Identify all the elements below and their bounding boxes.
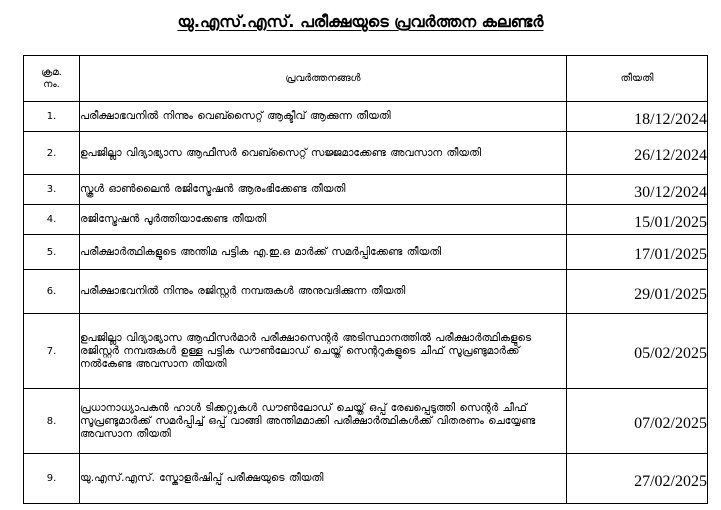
table-row xyxy=(24,270,708,314)
row-number: 7. xyxy=(24,314,80,389)
row-number: 1. xyxy=(24,102,80,132)
table-row xyxy=(24,389,708,454)
row-activity: ഉപജില്ലാ വിദ്യാഭ്യാസ ആഫീസർമാർ പരീക്ഷാസെന്റർ അടിസ്ഥാനത്തിൽ പരീക്ഷാർത്ഥികളുടെ രജിസ്റ്റർ നമ്പരുകൾ ഉള്ള പട്ടിക ഡൗൺലോഡ് ചെയ്ത് സെന്ററുകളുടെ ചീഫ് സൂപ്രണ്ടുമാർക്ക് നൽകേണ്ട അവസാന തീയതി xyxy=(80,314,567,389)
row-date xyxy=(567,205,708,235)
table-row xyxy=(24,175,708,205)
row-date-text: 17/01/2025 xyxy=(634,246,707,263)
row-date xyxy=(567,314,708,389)
row-number: 2. xyxy=(24,132,80,175)
row-date xyxy=(567,454,708,504)
calendar-table xyxy=(23,55,708,504)
row-activity: പരീക്ഷാഭവനിൽ നിന്നും രജിസ്റ്റർ നമ്പരുകൾ അനുവദിക്കുന്ന തീയതി xyxy=(80,270,567,314)
row-date xyxy=(567,102,708,132)
page-title-text: യു.എസ്.എസ്. പരീക്ഷയുടെ പ്രവർത്തന കലണ്ടർ xyxy=(177,12,544,31)
row-number: 3. xyxy=(24,175,80,205)
row-date-text: 26/12/2024 xyxy=(634,147,707,164)
row-number: 5. xyxy=(24,235,80,270)
row-number: 4. xyxy=(24,205,80,235)
row-date xyxy=(567,389,708,454)
row-activity: പ്രധാനാധ്യാപകൻ ഹാൾ ടിക്കറ്റുകൾ ഡൗൺലോഡ് ചെയ്ത് ഒപ്പ് രേഖപ്പെടുത്തി സെന്റർ ചീഫ് സൂപ്രണ്ടുമാർക്ക് സമർപ്പിച്ച് ഒപ്പ് വാങ്ങി അന്തിമമാക്കി പരീക്ഷാർത്ഥികൾക്ക് വിതരണം ചെയ്യേണ്ട അവസാന തീയതി xyxy=(80,389,567,454)
table-row xyxy=(24,205,708,235)
row-activity: ഉപജില്ലാ വിദ്യാഭ്യാസ ആഫീസർ വെബ്സൈറ്റ് സജ്ജമാക്കേണ്ട അവസാന തീയതി xyxy=(80,132,567,175)
page-title xyxy=(0,10,721,34)
row-activity: പരീക്ഷാർത്ഥികളുടെ അന്തിമ പട്ടിക എ.ഇ.ഒ മാർക്ക് സമർപ്പിക്കേണ്ട തീയതി xyxy=(80,235,567,270)
row-activity: സ്കൂൾ ഓൺലൈൻ രജിസ്ട്രേഷൻ ആരംഭിക്കേണ്ട തീയതി xyxy=(80,175,567,205)
row-number: 8. xyxy=(24,389,80,454)
row-date xyxy=(567,270,708,314)
row-date xyxy=(567,132,708,175)
header-activities: പ്രവർത്തനങ്ങൾ xyxy=(80,56,567,102)
table-row xyxy=(24,102,708,132)
row-activity: രജിസ്ട്രേഷൻ പൂർത്തിയാക്കേണ്ട തീയതി xyxy=(80,205,567,235)
header-serial-line1: ക്രമ. xyxy=(41,66,62,78)
row-date-text: 18/12/2024 xyxy=(634,110,707,128)
table-row xyxy=(24,235,708,270)
table-row xyxy=(24,454,708,504)
row-date xyxy=(567,235,708,270)
row-number: 9. xyxy=(24,454,80,504)
header-date: തീയതി xyxy=(567,56,708,102)
header-serial-number xyxy=(24,56,80,102)
table-row xyxy=(24,132,708,175)
row-date-text: 29/01/2025 xyxy=(634,285,707,303)
table-header-row xyxy=(24,56,708,102)
row-date-text: 05/02/2025 xyxy=(634,345,707,362)
row-number: 6. xyxy=(24,270,80,314)
row-activity: യു.എസ്.എസ്. സ്കോളർഷിപ്പ് പരീക്ഷയുടെ തീയതി xyxy=(80,454,567,504)
row-date-text: 30/12/2024 xyxy=(634,183,707,201)
row-date-text: 07/02/2025 xyxy=(634,415,707,432)
row-date xyxy=(567,175,708,205)
row-date-text: 15/01/2025 xyxy=(634,213,707,231)
row-activity: പരീക്ഷാഭവനിൽ നിന്നും വെബ്സൈറ്റ് ആക്ടീവ് ആക്കുന്ന തീയതി xyxy=(80,102,567,132)
table-row xyxy=(24,314,708,389)
row-date-text: 27/02/2025 xyxy=(634,472,707,490)
header-serial-line2: നം. xyxy=(43,78,60,90)
